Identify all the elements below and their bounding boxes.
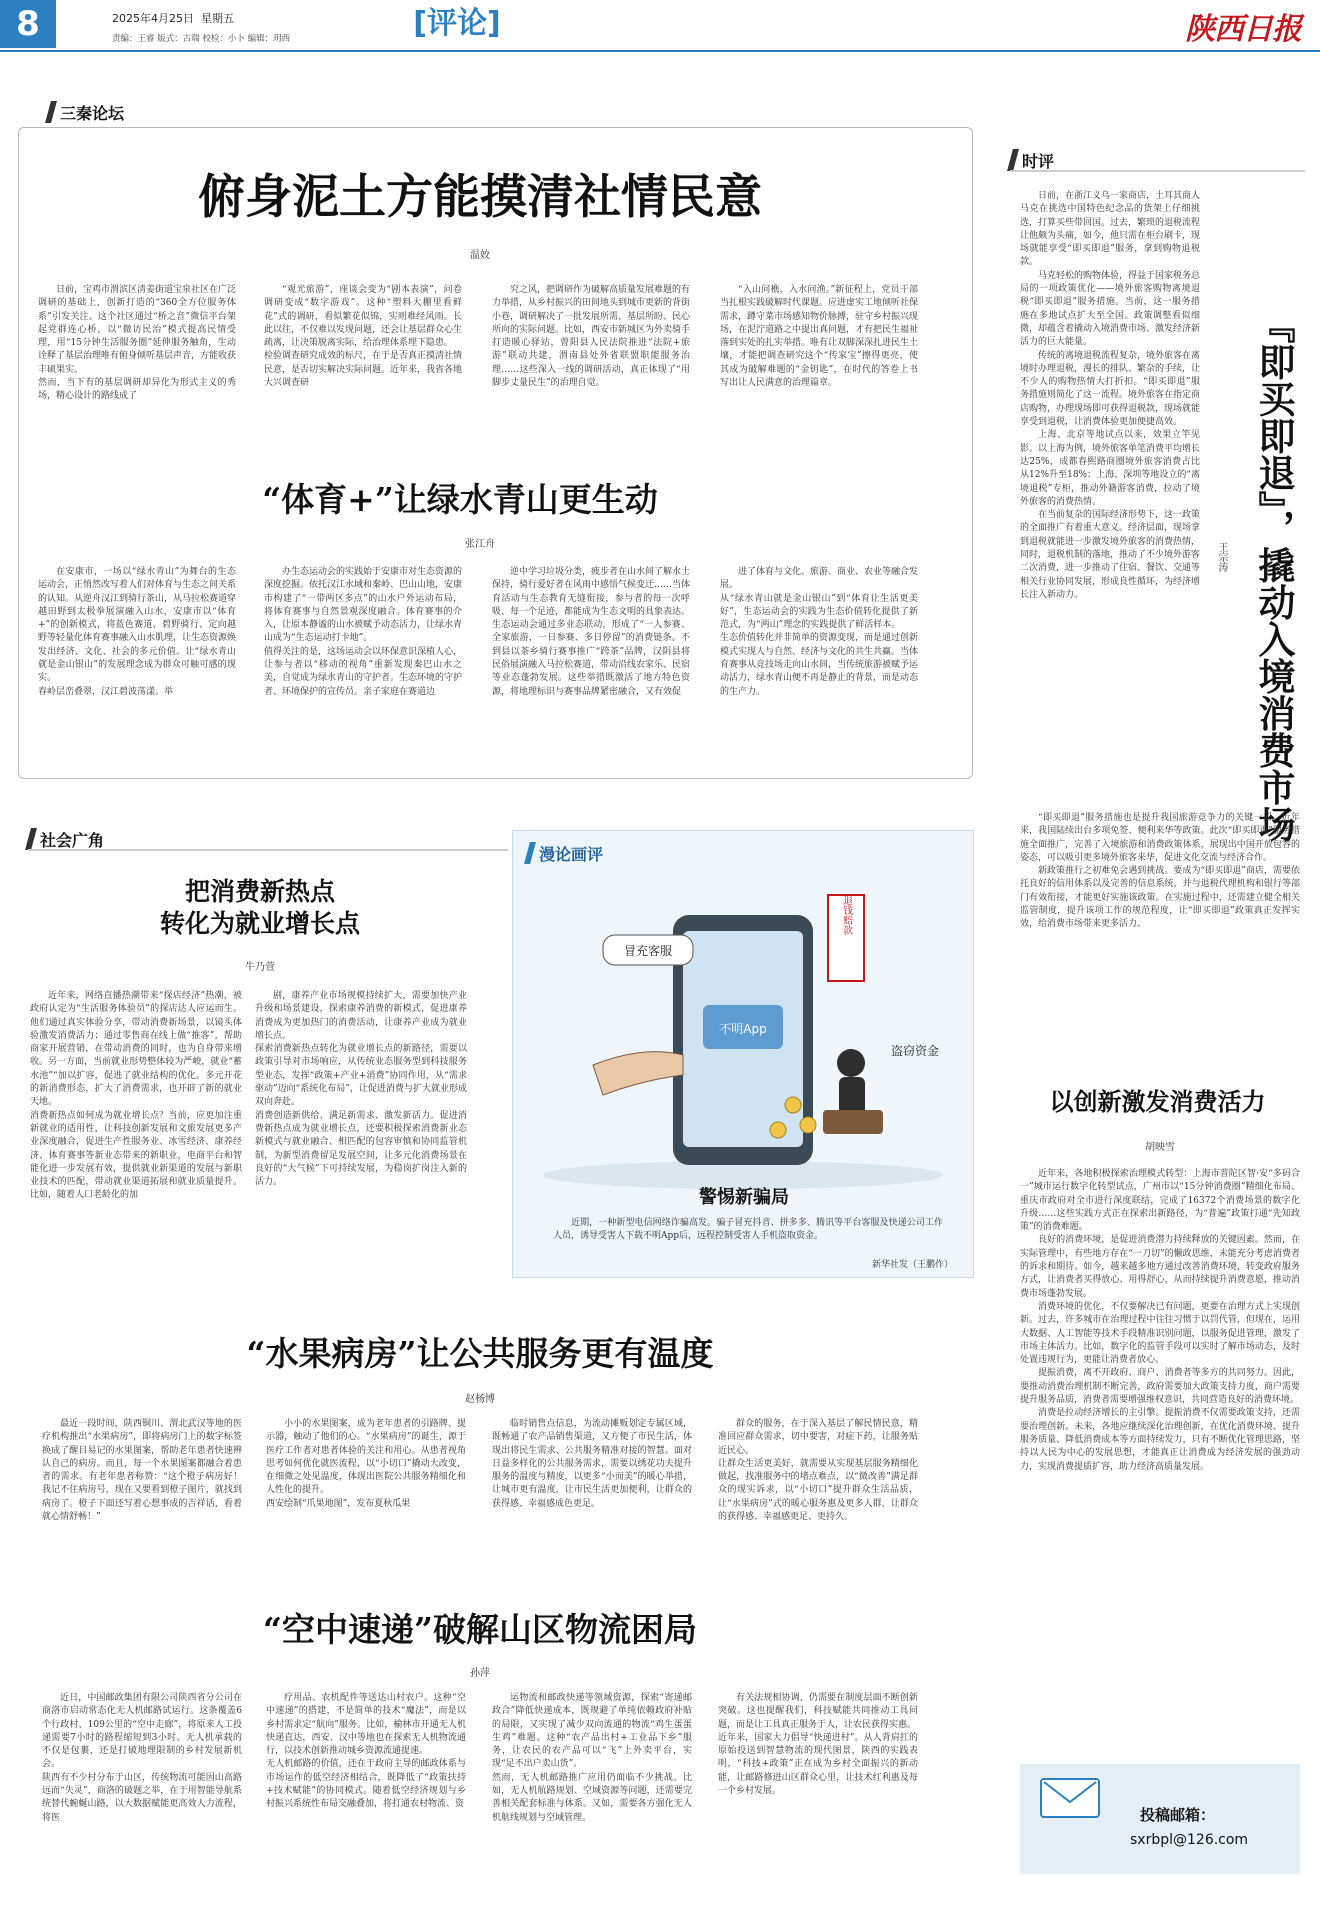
paragraph: 有关法规相协调，仍需要在制度层面不断创新突破。这也提醒我们，科技赋能共同推动工具问题，而是让工具真正服务于人，让农民获得实惠。 近年来，国家大力倡导“快递进村”。从人背肩扛的原始投送到智慧物流的现代图景，陕西的实践表明，“科技+政策”正在成为乡村全面振兴的新动能，让邮路修进山区群众心里，让技术红利惠及每一个乡村发展。 [718,1693,918,1797]
paragraph: “观光旅游”，座谈会变为“剧本表演”，问卷调研变成“数字游戏”。这种“塑料大棚里看鲜花”式的调研，看似繁花似锦，实则难经风雨。长此以往，不仅难以发现问题，还会让基层群众心生疏离，让决策脱离实际，给治理体系埋下隐患。 检验调查研究成效的标尺，在于是否真正摸清社情民意，是否切实解决实际问题。近年来，我省各地大兴调查研 [264,285,462,389]
article-body-col [492,566,690,751]
paragraph: 小小的水果图案，成为老年患者的引路牌、提示器，触动了他们的心。“水果病房”的诞生，源于医疗工作者对患者体验的关注和用心。从患者视角思考如何优化就医流程，以“小切口”撬动大改变，在细微之处见温度，体现出医院公共服务精细化和人性化的提升。 西安绘制“爪果地图”，发布夏秋瓜果 [266,1419,466,1509]
thief-icon [823,1049,883,1134]
article-body-col [1020,812,1300,1040]
editor-credits: 责编：王睿 版式：古瑞 校检：小卜 编辑：玥西 [112,34,291,44]
mailbox-box [1020,1764,1300,1874]
paragraph: 逆中学习垃圾分类，疲步者在山水间了解水土保持，骑行爱好者在风雨中感悟气候变迁……当体育活动与生态教育无缝衔接，参与者的每一次呼吸、每一个足迹，都能成为生态文明的具象表达。 生态运动会通过多业态联动，形成了“一人参赛、全家旅游，一日参赛、多日停留”的消费链条。不到县以茶乡骑行赛事推广“跨茶”品牌，汉阴县将民俗展演融入马拉松赛道，带动沿线农家乐、民宿等业态蓬勃发展。这些举措既激活了地方特色资源，将地理标识与赛事品牌紧密融合，又有效促 [492,567,690,697]
article-body-col [1020,190,1200,810]
masthead-rule [0,50,1320,52]
paragraph: 在安康市，一场以“绿水青山”为舞台的生态运动会，正悄然改写着人们对体育与生态之间关系的认知。从逆舟汉江到骑行茶山，从马拉松赛道穿越田野到太极拳展演融入山水，安康市以“体育+”的创新模式，将蓝色赛道、碧野骑行、定向越野等轻量化体育赛事融入山水肌理，让生态资源焕发出经济、文化、社会的多元价值。让“绿水青山就是金山银山”的发展理念成为群众可触可感的现实。 春岭层峦叠翠，汉江碧波荡漾。举 [38,567,236,697]
section-tag-shiping: 时评 [1010,148,1305,172]
article-body-col [492,1418,692,1568]
paragraph: 疗用品、农机配件等送达山村农户。这种“空中速递”的搭建，不是简单的技术“魔法”，而是以乡村需求定“航向”服务。比如，榆林市开通无人机快递直达，西安、汉中等地也在探索无人机物流通行，以技术创新推动城乡资源流通提速。 无人机邮路的价值，还在于政府主导的邮政体系与市场运作的低空经济相结合，既降低了“政策扶持+技术赋能”的协同模式。随着低空经济规划与乡村振兴系统性布局交融叠加，将打通农村物流、资 [266,1693,466,1810]
paragraph: 消费是拉动经济增长的主引擎。提振消费不仅需要政策支持，还需要治理创新。未来，各地应继续深化治理创新，在优化消费环境、提升服务质量、降低消费成本等方面持续发力，只有不断优化管理思路，坚持以人民为中心的发展思想，才能真正让消费成为经济发展的强劲动力，实现消费提质扩容，助力经济高质量发展。 [1020,1408,1300,1472]
section-name: 评论 [427,6,487,41]
article-body-col [38,284,236,410]
paragraph: 提振消费，离不开政府、商户、消费者等多方的共同努力。因此，要推动消费治理机制不断完善，政府需要加大政策支持力度，商户需要提升服务品质，消费者需要增强维权意识，共同营造良好的消费环境。 [1020,1368,1300,1406]
paragraph: 传统的离境退税流程复杂，境外旅客在离境时办理退税，漫长的排队、繁杂的手续，让不少人的购物热情大打折扣。“即买即退”服务措施则简化了这一流程。境外旅客在指定商店购物，办理现场即可获得退税款，现场就能享受到退税，让消费体验更加便捷高效。 [1020,350,1200,428]
paragraph: 近年来，网络直播热潮带来“探店经济”热潮，被政府认定为“生活服务体验员”的探店达人应运而生。他们通过真实体验分享，带动消费新场景，以镜头体验激发消费活力；通过零售商在线上做“推客”，帮助商家开展营销，在带动消费的同时，也为自身带来增收。另一方面，当前就业形势整体较为严峻，就业“蓄水池”“加以扩容，促进了就业结构的优化。多元开花的新消费形态，扩大了消费需求，也开辟了新的就业天地。 消费新热点如何成为就业增长点？当前，应更加注重新就业的适用性，让科技创新发展和文旅发展更多产业深度融合，促进生产性服务业、冰雪经济、康养经济、体育赛事等新业态带来的新职业，电商平台和智能化进一步发展有效，提供就业新渠道的发展与新职业技术的匹配，带动就业渠道拓展和就业质量提升。比如，随着人口老龄化的加 [30,991,242,1201]
newspaper-logo: 陕西日报 [1185,12,1301,47]
section-tag-shehui: 社会广角 [28,827,508,851]
paragraph: 在当前复杂的国际经济形势下，这一政策的全面推广有着重大意义。经济层面，现场拿到退税就能进一步激发境外旅客的消费热情，同时，退税机制的落地，推动了不少境外游客二次消费，进一步推动了住宿、餐饮、交通等相关行业协同发展，形成良性循环，为经济增长注入新动力。 [1020,510,1200,600]
cartoon-app-label: 不明App [719,1022,767,1036]
article-body-col [720,284,918,410]
paragraph: 消费环境的优化，不仅要解决已有问题，更要在治理方式上实现创新。过去，许多城市在治理过程中往往习惯于以罚代管，但现在，运用大数据、人工智能等技术手段精准识别问题，以服务促进管理，激发了市场主体活力。比如，数字化的监管手段可以实时了解市场动态，及时处置违规行为，更能让消费者放心。 [1020,1301,1300,1366]
article-title-fushen: 俯身泥土方能摸清社情民意 [198,170,762,225]
page-number: 8 [0,0,56,48]
article-author-tiyu: 张江舟 [465,539,495,550]
article-body-col [42,1418,242,1568]
paragraph: “入山问樵，入水问渔。”新征程上，党员干部当扎根实践破解时代课题。应进虚实工地倾听社保需求，蹲守菜市场感知物价脉搏，驻守乡村振兴现场，在泥泞道路之中提出真问题，才有把民生福祉落到实处的扎实举措。唯有让双脚深深扎进民生土壤，才能把调查研究这个“传家宝”擦得更亮，使其成为破解难题的“金钥匙”，在时代的答卷上书写出让人民满意的治理篇章。 [720,285,918,389]
paragraph: 临时销售点信息，为流动摊贩划定专属区域，既畅通了农产品销售渠道，又方便了市民生活，体现出将民生需求、公共服务精准对接的智慧。面对日益多样化的公共服务需求，需要以绣花功夫提升服务的温度与精度，以更多“小而美”的暖心举措，让城市更有温度，让市民生活更加便利，让群众的获得感、幸福感成色更足。 [492,1419,692,1509]
article-title-chuangxin: 以创新激发消费活力 [1049,1087,1266,1116]
article-body-col [266,1692,466,1907]
weekday: 星期五 [201,12,234,25]
vertical-headline-shiping: 『即买即退』，撬动入境消费市场 [1252,306,1296,843]
article-author-chuangxin: 胡映雪 [1145,1142,1175,1153]
article-author-kongzhong: 孙萍 [470,1668,490,1679]
vertical-author-shiping: 王宗涛 [1216,542,1227,572]
cartoon-money-label: 盗窃资金 [891,1044,940,1058]
paragraph: 最近一段时间，陕西铜川、渭北武汉等地的医疗机构推出“水果病房”，即将病房门上的数字标签换成了醒目易记的水果图案，帮助老年患者快速辨认自己的病房。而且，每一个水果图案都融合着患者的需求。有老年患者称赞：“这个橙子病房好！我记不住病房号，现在又要看到橙子图片，就找到病房了。橙子下面还写着心想事成的吉祥话，看着就心情舒畅！” [42,1419,242,1523]
paragraph: 进了体育与文化、旅游、商业、农业等融合发展。 从“绿水青山就是金山银山”到“体育让生活更美好”，生态运动会的实践为生态价值转化提供了新范式，为“两山”理念的实践提供了鲜活样本。 生态价值转化并非简单的资源变现，而是通过创新模式实现人与自然、经济与文化的共生共赢。当体育赛事从竞技场走向山水间，当传统旅游被赋予运动活力，绿水青山便不再是静止的背景，而是动态的生产力。 [720,567,918,697]
paragraph: “即买即退”服务措施也是提升我国旅游竞争力的关键一招。近年来，我国陆续出台多项免签、便利来华等政策。此次“即买即退”服务措施全面推广，完善了入境旅游和消费政策体系，展现出中国开放包容的姿态，可以吸引更多境外旅客来华，促进文化交流与经济合作。 [1020,813,1300,863]
section-banner: [评论] [413,6,501,41]
cartoon-title: 警惕新骗局 [699,1187,789,1208]
article-body-col [266,1418,466,1568]
article-author-xiaofei: 牛乃萱 [245,962,275,973]
hand-icon [593,1052,683,1095]
section-tag-sanqin: 三秦论坛 [48,100,268,124]
paragraph: 运物流和邮政快递等领域资源，探索“寄递邮政合”降低快递成本，既规避了单纯依赖政府补贴的局限，又实现了减少双向流通的物流“鸡生蛋蛋生鸡”难题。这种“农产品出村+工业品下乡”服务，让农民的农产品可以“飞”上外卖平台，实现“足不出户卖山货”。 然而，无人机邮路推广应用仍面临不少挑战。比如，无人机航路规划、空域资源等问题，还需要完善相关配套标准与体系。又如，需要各方强化无人机航线规划与空域管理。 [492,1693,692,1823]
paragraph: 良好的消费环境，是促进消费潜力持续释放的关键因素。然而，在实际管理中，有些地方存在“一刀切”的懒政思维，未能充分考虑消费者的诉求和期待。如今，越来越多地方通过改善消费环境，转变政府服务方式，让消费者买得放心、用得舒心，从而持续提升消费意愿，推动消费市场蓬勃发展。 [1020,1235,1300,1299]
paragraph: 马克轻松的购物体验，得益于国家税务总局的一项政策优化——境外旅客购物离境退税“即买即退”服务措施。当前，这一服务措施在多地试点扩大至全国。政策调整看似细微，却蕴含着撬动入境消费市场、激发经济新活力的巨大能量。 [1020,270,1200,348]
article-body-col [30,990,242,1280]
article-body-col [1020,1168,1300,1708]
phone-icon [673,915,813,1165]
paragraph: 日前，宝鸡市渭滨区清姜街道宝泉社区在广泛调研的基础上，创新打造的“360全方位服务体系”引发关注。这个社区通过“桥之音”微信平台架起党群连心桥，以“微访民治”模式提高民情受理，用“15分钟生活服务圈”延伸服务触角，生动诠释了基层治理唯有俯身倾听基层声音，方能收获丰硕果实。 然而，当下有的基层调研却异化为形式主义的秀场，精心设计的路线成了 [38,285,236,402]
article-body-col [492,284,690,410]
article-body-col [38,566,236,751]
article-author-fushen: 温姣 [470,250,490,261]
masthead [0,0,1320,52]
paragraph: 究之风，把调研作为破解高质量发展难题的有力举措，从乡村振兴的田间地头到城市更新的背街小巷，调研解决了一批发展所需、基层所盼、民心所向的实际问题。比如，西安市新城区为外卖骑手打造暖心驿站，曾阳县人民法院推进“法院+旅游”联动共建，渭南县处外省联盟职能服务治理……这些深入一线的调研活动，真正体现了“用脚步丈量民生”的治理自觉。 [492,285,690,389]
paragraph: 近日，中国邮政集团有限公司陕西省分公司在商洛市启动常态化无人机邮路试运行。这条覆盖6个行政村、109公里的“空中走廊”，将原来人工投递需要7小时的路程缩短到3小时。无人机承载的不仅是包裹，还是打破地理限制的乡村发展新机会。 陕西有不少村分布于山区，传统物流可能因山高路远而“失灵”，商洛的破题之举，在于用智能导航系统替代蜿蜒山路，以大数据赋能更高效人力流程，将医 [42,1693,242,1823]
article-title-shuiguo: “水果病房”让公共服务更有温度 [246,1334,714,1373]
section-tag-manlun: 漫论画评 [527,841,603,865]
cartoon-caption: 近期，一种新型电信网络诈骗高发。骗子冒充抖音、拼多多、腾讯等平台客服及快递公司工作人员，诱导受害人下载不明App后，远程控制受害人手机盗取资金。 [553,1218,943,1242]
paragraph: 近年来，各地积极探索治理模式转型：上海市普陀区智·安“多码合一”城市运行数字化转型试点，广州市以“15分钟消费圈”精细化布局、重庆市政府对全市进行深度联结，完成了16372个消费场景的数字化升级……这些实践方式正在探索出新路径，为“普遍”政策打通“先知政策”的消费难题。 [1020,1169,1300,1233]
paragraph: 办生态运动会的实践始于安康市对生态资源的深度挖掘。依托汉江水域和秦岭、巴山山地，安康市构建了“一带两区多点”的山水户外运动布局，将体育赛事与自然景观深度融合。体育赛事的介入，让原本静谧的山水被赋予动态活力，让绿水青山成为“生态运动打卡地”。 值得关注的是，这场运动会以环保意识深植人心，让参与者以“移动的视角”重新发现秦巴山水之美，自觉成为绿水青山的守护者。生态环境的守护者、环境保护的宣传员。亲子家庭在赛道边 [264,567,462,697]
article-body-col [264,566,462,751]
article-body-col [718,1692,918,1907]
article-title-xiaofei: 把消费新热点 转化为就业增长点 [159,877,360,938]
cartoon-panel [512,830,974,1278]
article-body-col [264,284,462,410]
issue-date: 2025年4月25日 星期五 [112,12,234,25]
paragraph: 新政策推行之初难免会遇到挑战。要成为“即买即退”商店，需要依托良好的信用体系以及完善的信息系统，并与退税代理机构和银行等部门有效衔接，才能更好实施该政策。在实施过程中，还需建立健全相关监管制度，提升该项工作的规范程度，让“即买即退”政策真正发挥实效，给消费市场带来更多活力。 [1020,866,1300,930]
article-title-tiyu: “体育+”让绿水青山更生动 [262,480,658,519]
cartoon-sign-label: 退钱赔款 [840,895,852,935]
article-body-col [255,990,467,1280]
article-body-col [720,566,918,751]
paragraph: 剧，康养产业市场规模持续扩大，需要加快产业升级和场景建设，探索康养消费的新模式，促进康养消费成为更加热门的消费活动，让康养产业成为就业增长点。 探索消费新热点转化为就业增长点的新路径，需要以政策引导对市场响应，从传统业态服务型到科技服务型业态，发挥“政策+产业+消费”协同作用，从“需求驱动”迈向“系统化布局”，让促进消费与扩大就业形成双向奔赴。 消费创造新供给、满足新需求、激发新活力。促进消费新热点成为就业增长点，还要积极探索消费新业态新模式与就业融合、相匹配的包容审慎和协同监管机制，为新型消费留足发展空间，让多元化消费场景在良好的“大气候”下可持续发展，为稳岗扩岗注入新的活力。 [255,991,467,1188]
article-body-col [718,1418,918,1568]
article-author-shuiguo: 赵杨博 [465,1394,495,1405]
paragraph: 上海、北京等地试点以来，效果立竿见影。以上海为例，境外旅客单笔消费平均增长达25%，成都春熙路商圈境外旅客消费占比从12%升至18%；上海、深圳等地设立的“离境退税”专柜，推动外籍游客消费，拉动了境外旅客的消费热情。 [1020,430,1200,507]
cartoon-speech-label: 冒充客服 [623,944,673,958]
article-body-col [492,1692,692,1907]
mail-icon [1040,1778,1100,1818]
mailbox-label: 投稿邮箱： [1140,1806,1216,1824]
paragraph: 群众的服务，在于深入基层了解民情民意，精准回应群众需求，切中要害，对症下药，让服务贴近民心。 让群众生活更美好，就需要从实现基层服务精细化做起，找准服务中的堵点难点，以“微改善”满足群众的现实诉求，以“小切口”提升群众生活品质，让“水果病房”式的暖心服务惠及更多人群，让群众的获得感、幸福感更足、更持久。 [718,1419,918,1523]
cartoon-illustration [533,875,953,1195]
mailbox-address[interactable]: sxrbpl@126.com [1130,1832,1249,1848]
article-body-col [42,1692,242,1907]
article-title-kongzhong: “空中速递”破解山区物流困局 [263,1610,697,1649]
paragraph: 日前，在浙江义乌一家商店，土耳其商人马克在挑选中国特色纪念品的货架上仔细挑选，打算买些带回国。过去，繁琐的退税流程让他颇为头痛，如今，他只需在柜台刷卡，现场就能享受“即买即退”服务，拿到购物退税款。 [1020,191,1200,268]
cartoon-credit: 新华社发（王鹏作） [871,1260,953,1270]
